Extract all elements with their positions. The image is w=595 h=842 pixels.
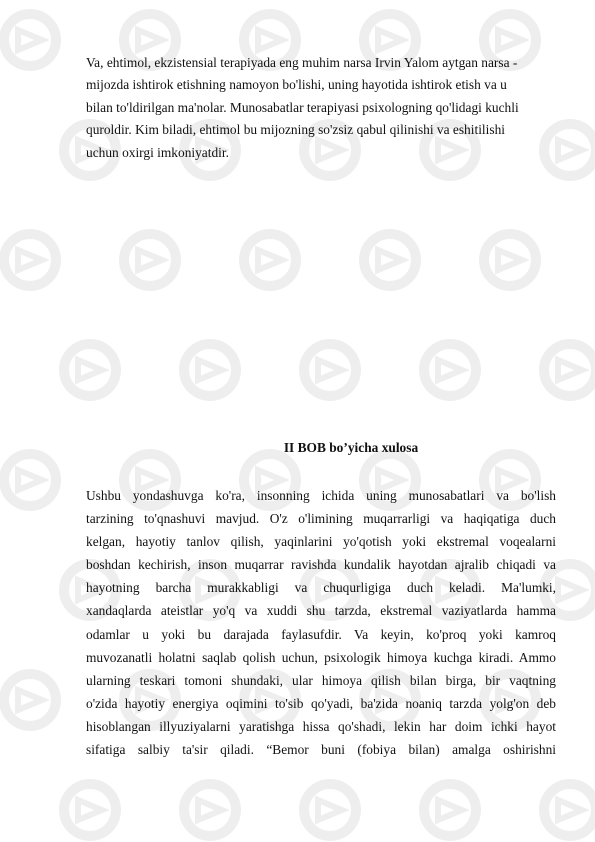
- watermark-circle: [424, 784, 476, 836]
- body-line: odamlar u yoki bu darajada faylasufdir. Va keyin, ko'proq yoki kamroq: [86, 626, 556, 642]
- watermark-arrow: [18, 470, 42, 490]
- watermark-arrow: [438, 800, 462, 820]
- watermark-arrow: [378, 30, 402, 50]
- watermark-circle: [184, 344, 236, 396]
- watermark-arrow: [558, 800, 582, 820]
- watermark-arrow: [498, 250, 522, 270]
- watermark-arrow: [258, 250, 282, 270]
- body-line: muvozanatli holatni saqlab qolish uchun, psixologik himoya kuchga kiradi. Ammo: [86, 649, 556, 665]
- body-line: hayotning barcha murakkabligi va chuqurligiga duch keladi. Ma'lumki,: [86, 580, 556, 596]
- watermark-arrow: [558, 360, 582, 380]
- watermark-circle: [244, 234, 296, 286]
- body-line: boshdan kechirish, inson muqarrar ravishda kundalik hayotdan ajralib chiqadi va: [86, 557, 556, 573]
- watermark-circle: [544, 784, 595, 836]
- body-line: kelgan, hayotiy tanlov qilish, yaqinlarini yo'qotish yoki ekstremal voqealarni: [86, 534, 556, 550]
- watermark-circle: [424, 344, 476, 396]
- watermark-circle: [484, 234, 536, 286]
- watermark-arrow: [78, 800, 102, 820]
- body-line: o'zida hayotiy energiya oqimini to'sib qo'yadi, ba'zida noaniq tarzda yolg'on deb: [86, 695, 556, 711]
- intro-line: Va, ehtimol, ekzistensial terapiyada eng muhim narsa Irvin Yalom aytgan narsa -: [86, 55, 518, 70]
- watermark-circle: [64, 784, 116, 836]
- watermark-arrow: [78, 360, 102, 380]
- watermark-arrow: [198, 360, 222, 380]
- watermark-arrow: [438, 360, 462, 380]
- watermark-arrow: [18, 30, 42, 50]
- watermark-circle: [184, 784, 236, 836]
- body-line: hisoblangan illyuziyalarni yaratishga hissa qo'shadi, lekin har doim ichki hayot: [86, 718, 556, 734]
- watermark-arrow: [258, 30, 282, 50]
- watermark-circle: [124, 234, 176, 286]
- watermark-arrow: [138, 30, 162, 50]
- watermark-arrow: [18, 250, 42, 270]
- body-line: tarzining to'qnashuvi mavjud. O'z o'limining muqarrarligi va haqiqatiga duch: [86, 511, 556, 527]
- section-heading: II BOB bo’yicha xulosa: [283, 440, 419, 455]
- watermark-arrow: [498, 30, 522, 50]
- watermark-arrow: [198, 800, 222, 820]
- watermark-arrow: [18, 690, 42, 710]
- intro-line: mijozda ishtirok etishning namoyon bo'lishi, uning hayotida ishtirok etish va u: [86, 77, 507, 93]
- watermark-circle: [304, 784, 356, 836]
- watermark-circle: [304, 344, 356, 396]
- watermark-arrow: [558, 140, 582, 160]
- intro-line: bilan to'ldirilgan ma'nolar. Munosabatlar terapiyasi psixologning qo'lidagi kuchli: [86, 99, 519, 115]
- watermark-arrow: [558, 580, 582, 600]
- intro-paragraph: [86, 52, 556, 164]
- watermark-circle: [544, 344, 595, 396]
- body-line: ularning teskari tomoni shundaki, ular himoya qilish bilan birga, bir vaqtning: [86, 672, 556, 688]
- intro-line: quroldir. Kim biladi, ehtimol bu mijozning so'zsiz qabul qilinishi va eshitilishi: [86, 122, 505, 138]
- watermark-circle: [364, 234, 416, 286]
- watermark-arrow: [318, 800, 342, 820]
- watermark-arrow: [138, 250, 162, 270]
- body-line: xandaqlarda ateistlar yo'q va xuddi shu tarzda, ekstremal vaziyatlarda hamma: [86, 603, 556, 619]
- conclusion-paragraph: [86, 484, 556, 761]
- watermark-circle: [4, 454, 56, 506]
- intro-line: uchun oxirgi imkoniyatdir.: [86, 144, 229, 160]
- watermark-circle: [4, 234, 56, 286]
- watermark-circle: [4, 14, 56, 66]
- watermark-circle: [4, 674, 56, 726]
- watermark-arrow: [378, 250, 402, 270]
- body-line: Ushbu yondashuvga ko'ra, insonning ichida uning munosabatlari va bo'lish: [86, 488, 556, 503]
- watermark-arrow: [318, 360, 342, 380]
- watermark-circle: [64, 344, 116, 396]
- body-line: sifatiga salbiy ta'sir qiladi. “Bemor buni (fobiya bilan) amalga oshirishni: [86, 742, 556, 758]
